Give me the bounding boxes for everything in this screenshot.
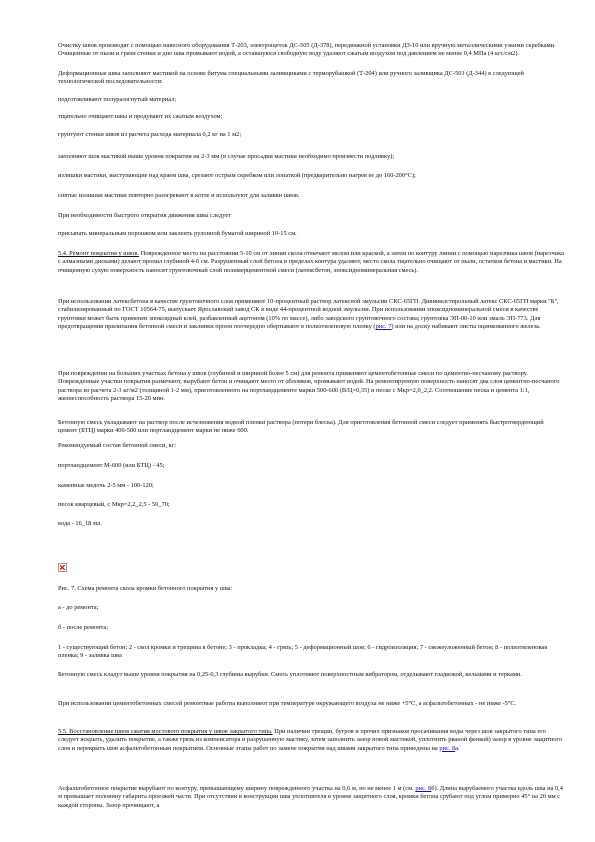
list-item: снятые излишки мастики повторно разогревают в котле и используют для заливки швов.: [58, 192, 300, 199]
list-item: заполняют шов мастикой выше уровня покрытия на 2-3 мм (в случае просадки мастики необходимо произвести подливку);: [58, 153, 395, 160]
figure-8b-link[interactable]: рис. 8: [415, 785, 432, 792]
list-item: вода - 16_18 мл.: [58, 520, 102, 527]
list-item: портландцемент М-600 (или БТЦ) - 45;: [58, 462, 165, 469]
paragraph-placing: Бетонную смесь кладут выше уровня покрытия на 0,25-0,3 глубины вырубки. Смесь уплотняют поверхностным вибратором, отделывают гладилкой, кельмами и терками.: [58, 671, 522, 678]
list-item: подготавливают полуразогнутый материал;: [58, 96, 177, 103]
paragraph-text: При использовании латексбетона в качестве грунтовочного слоя применяют 10-процентный раствор латексной эмульсии СКС-65ГП. Дивинилстирольный латекс СКС-65ГП марки "Б", стабилизированный по ГОСТ 10564-75, выпускает Ярославский завод СК в виде 44-процентной водной эмульсии. При использовании эпоксидноминеральной смеси в качестве грунтовки может быть применен эпоксидный клей, разбавленный ацетоном (10% по массе), либо заводского грунтовочного состава; грунтовка ЭП-00-10 или эмаль ЭП-773. Для предотвращения прилипания бетонной смеси и заклинки проем поочередно обертывают в полиэтиленовую пленку (: [58, 298, 559, 331]
figure-8a-link[interactable]: рис. 8: [439, 744, 456, 752]
list-item: грунтуют стенки швов из расчета расхода материала 0,2 кг на 1 м2;: [58, 131, 242, 138]
figure-7-link[interactable]: рис. 7: [375, 323, 392, 331]
list-item: излишки мастики, выступающие над краем шва, срезают острым скребком или лопаткой (предварительно нагрев ее до 160-200°С);: [58, 172, 416, 179]
section-body: Поврежденное место на расстоянии 5-10 см от линии скола отмечают мелом или краской, а затем по контуру линии с помощью нарезчика швов (нарезчика с алмазными дисками) делают пропил глубиной 4-6 см. Разрушенный слой бетона в пределах контура удаляют, место скола тщательно очищают от пыли, остатков бетона и мастики. На очищенную сухую поверхность наносят грунтовочный слой полимерцементной смеси (латексбетон, эпоксидноминеральная смесь).: [58, 250, 564, 274]
paragraph-cleaning: Очистку швов производят с помощью навесного оборудования Т-203, электрощеток ДС-505 (Д-378), передвижной установки ДЗ-10 или вручную металлическими узкими скребками. Очищенные от пыли и грязи стенки и дно шва промывают водой, а оставшуюся свободную воду удаляют сжатым воздухом под давлением не менее 0,4 МПа (4 кгс/см2).: [58, 42, 556, 58]
figure-legend-a: а - до ремонта;: [58, 604, 99, 611]
paragraph-latex: [58, 298, 564, 332]
paragraph-filling-intro: Деформационные швы заполняют мастикой на основе битума специальными заливщиками с терморубашкой (Т-204) или ручного заливщика ДС-501 (Д-344) в следующей технологической последовательности:: [58, 70, 524, 86]
paragraph-text: ) или на доску набивают листы оцинкованного железа.: [391, 323, 541, 331]
section-heading: 5.4. Ремонт покрытия у швов.: [58, 250, 139, 257]
section-5-5: [58, 728, 564, 753]
paragraph-large-damage: При повреждении на больших участках бетона у швов (глубиной и шириной более 5 см) для ремонта применяют цементобетонные смеси по цементно-песчаному раствору. Поврежденные участки покрытия размечают, вырубают бетон и очищают место от обломков, промывают водой. На ремонтируемую поверхность наносят два слоя цементно-песчаного раствора из расчета 2-3 кг/м2 (толщиной 1-2 мм), приготовленного на портландцементе марки 500-600 (В/Ц=0,35) и песке с Мкр=2,0_2,2. Соотношение песка и цемента 1:1, жизнеспособность раствора 15-20 мин.: [58, 370, 560, 403]
paragraph-mix-composition: Рекомендуемый состав бетонной смеси, кг:: [58, 442, 177, 449]
figure-caption: Рис. 7. Схема ремонта скола кромки бетонного покрытия у шва:: [58, 585, 233, 592]
section-body: а.: [455, 744, 460, 752]
list-item: песок кварцевый, с Мкр=2,2_2,5 - 50_70;: [58, 501, 170, 508]
section-5-4: [58, 250, 564, 275]
list-item: каменные мелочь 2-5 мм - 100-120;: [58, 482, 154, 489]
paragraph-text: б). Длина вырубаемого участка вдоль шва на 0,4 м превышает половину габарита проезжей части. При отсутствии в конструкции шва уплотнителя в уровне защитного слоя, кромки бетона срубают под углом примерно 45° на 20 мм с каждой стороны. Зазор прочищают, а: [58, 785, 563, 809]
section-body: При наличии трещин, бугров и прочих признаков просачивания воды через шов закрытого типа его следует вскрыть, удалить покрытие, а также грязь из компенсатора и разрушенную мастику, затем заполнить зазор новой мастикой, уплотнить рваной фенкой) зазор в уровне защитного слоя и перекрыть шов асфальтобетонным покрытием. Основные этапы работ по замене покрытия над швами закрытого типа приведены на: [58, 728, 563, 752]
paragraph-fast-opening-cont: присыпать минеральным порошком или заклеить рулонной бумагой шириной 10-15 см.: [58, 230, 297, 237]
broken-image-icon: [58, 563, 67, 572]
figure-legend-items: 1 - существующий бетон; 2 - скол кромки и трещина в бетоне; 3 - прокладка; 4 - грязь; 5 - деформационный шов; 6 - гидроизоляция; 7 - свежеуложенный бетон; 8 - полиэтиленовая пленка; 9 - заливка шва: [58, 644, 548, 660]
paragraph-temperature: При использовании цементобетонных смесей ремонтные работы выполняют при температуре окружающего воздуха не ниже +5°С, а асфальтобетонных - не ниже -5°С.: [58, 700, 517, 707]
paragraph-fast-opening: При необходимости быстрого открытия движения швы следует: [58, 212, 231, 219]
paragraph-concrete-mix: Бетонную смесь укладывают на раствор после исчезновения водной пленки раствора (потери блеска). Для приготовления бетонной смеси следует применять быстротвердеющий цемент (БТЦ) марки 400-500 или портландцемент марки не ниже 600.: [58, 419, 544, 435]
list-item: тщательно очищают швы и продувают их сжатым воздухом;: [58, 113, 223, 120]
figure-legend-b: б - после ремонта;: [58, 624, 108, 631]
paragraph-text: Асфальтобетонное покрытие вырубают по контуру, превышающему ширину поврежденного участка на 0,6 м, но не менее 1 м (см.: [58, 785, 416, 792]
paragraph-asphalt-cut: [58, 785, 564, 810]
section-heading: 5.5. Восстановление швов сжатия мостового покрытия у швов закрытого типа.: [58, 728, 273, 735]
